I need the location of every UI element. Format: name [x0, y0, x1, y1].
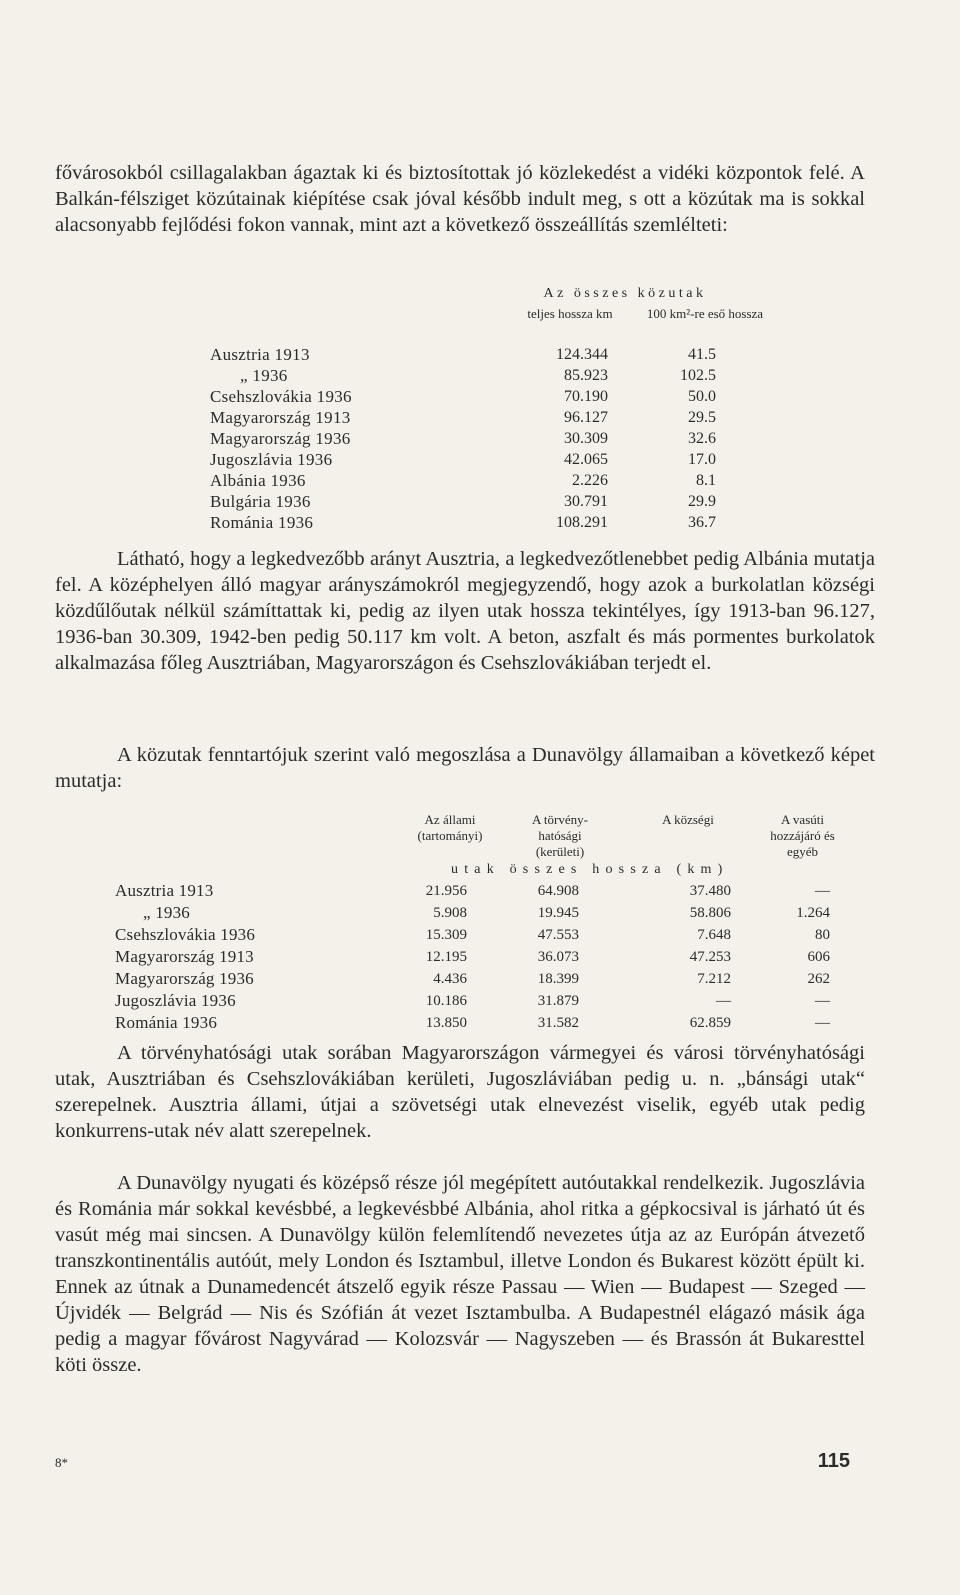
row-label: Románia 1936 [115, 1013, 218, 1032]
length-per-100km2: 50.0 [688, 388, 716, 405]
railway-access-roads: 80 [815, 927, 830, 943]
total-length: 30.309 [564, 430, 608, 447]
length-per-100km2: 41.5 [688, 346, 716, 363]
row-label: Magyarország 1936 [210, 429, 351, 448]
municipal-roads: 64.908 [537, 883, 579, 899]
table-row [55, 449, 875, 470]
table2-subheader: utak összes hossza (km) [451, 862, 729, 877]
railway-access-roads: 606 [807, 949, 830, 965]
total-length: 108.291 [556, 514, 608, 531]
table2-header-state: Az állami (tartományi) [417, 812, 483, 843]
railway-access-roads: — [815, 993, 830, 1009]
table-row [55, 1012, 875, 1034]
municipal-roads: 18.399 [537, 971, 579, 987]
total-length: 2.226 [572, 472, 608, 489]
total-length: 70.190 [564, 388, 608, 405]
communal-roads: 47.253 [689, 949, 731, 965]
paragraph-intro: fővárosokból csillagalakban ágaztak ki és biztosítottak jó közlekedést a vidéki központok felé. A Balkán-félsziget közútainak kiépítése csak jóval később indult meg, s ott a közútak ma is sokkal alacsonyabb fejlődési fokon vannak, mint azt a következő összeállítás szemlélteti: [55, 162, 865, 236]
row-label: Albánia 1936 [210, 471, 306, 490]
length-per-100km2: 32.6 [688, 430, 716, 447]
railway-access-roads: 262 [807, 971, 830, 987]
row-label: Románia 1936 [210, 513, 314, 532]
state-roads: 4.436 [433, 971, 467, 987]
total-length: 124.344 [556, 346, 608, 363]
municipal-roads: 36.073 [537, 949, 579, 965]
table1-col2-header: 100 km²-re eső hossza [646, 306, 764, 321]
table1-header-main: Az összes közutak [543, 286, 707, 301]
page-number: 115 [817, 1450, 850, 1472]
state-roads: 13.850 [425, 1015, 467, 1031]
table-row [55, 491, 875, 512]
table2-header-communal: A községi [662, 812, 714, 827]
railway-access-roads: — [815, 883, 830, 899]
communal-roads: 62.859 [689, 1015, 731, 1031]
total-length: 42.065 [564, 451, 608, 468]
railway-access-roads: 1.264 [796, 905, 830, 921]
row-label: „ 1936 [143, 903, 190, 922]
row-label: Magyarország 1936 [115, 969, 254, 988]
table2-header-municipal: A törvény-hatósági (kerületi) [532, 812, 588, 859]
row-label: „ 1936 [240, 366, 288, 385]
table-row [55, 946, 875, 968]
municipal-roads: 19.945 [537, 905, 579, 921]
state-roads: 12.195 [425, 949, 467, 965]
total-length: 96.127 [564, 409, 608, 426]
table-row [55, 968, 875, 990]
table-row [55, 386, 875, 407]
table-row [55, 990, 875, 1012]
row-label: Csehszlovákia 1936 [115, 925, 256, 944]
length-per-100km2: 29.5 [688, 409, 716, 426]
table-row [55, 880, 875, 902]
communal-roads: 7.648 [697, 927, 731, 943]
row-label: Jugoszlávia 1936 [210, 450, 333, 469]
state-roads: 15.309 [425, 927, 467, 943]
table-row [55, 365, 875, 386]
total-length: 85.923 [564, 367, 608, 384]
table-row [55, 428, 875, 449]
row-label: Ausztria 1913 [115, 881, 214, 900]
length-per-100km2: 36.7 [688, 514, 716, 531]
row-label: Ausztria 1913 [210, 345, 310, 364]
communal-roads: 37.480 [689, 883, 731, 899]
table-row [55, 407, 875, 428]
row-label: Magyarország 1913 [210, 408, 351, 427]
table-row [55, 470, 875, 491]
table-row [55, 902, 875, 924]
document-page [55, 0, 875, 1595]
table2-body [55, 880, 875, 1034]
table-row [55, 344, 875, 365]
row-label: Bulgária 1936 [210, 492, 311, 511]
table1-body [55, 344, 875, 533]
paragraph-highways: A Dunavölgy nyugati és középső része jól megépített autóutakkal rendelkezik. Jugoszlávia és Románia már sokkal kevésbbé, a legkevésbbé Albánia, ahol ritka a gépkocsival is járható út és vasút még mai sincsen. A Dunavölgy külön felemlítendő nevezetes útja az az Európán átvezető transzkontinentális autóút, mely London és Isztambul, illetve London és Bukarest között épült ki. Ennek az útnak a Dunamedencét átszelő egyik része Passau — Wien — Budapest — Szeged — Újvidék — Belgrád — Nis és Szófián át vezet Isztambulba. A Budapestnél elágazó másik ága pedig a magyar fővárost Nagyvárad — Kolozsvár — Nagyszeben — és Brassón át Bukaresttel köti össze. [55, 1172, 865, 1376]
communal-roads: 7.212 [697, 971, 731, 987]
table-row [55, 924, 875, 946]
table2-header-railway: A vasúti hozzájáró és egyéb [770, 812, 835, 859]
state-roads: 5.908 [433, 905, 467, 921]
length-per-100km2: 17.0 [688, 451, 716, 468]
row-label: Magyarország 1913 [115, 947, 254, 966]
paragraph-maintainers-intro: A közutak fenntartójuk szerint való megoszlása a Dunavölgy államaiban a következő képet mutatja: [55, 744, 875, 792]
total-length: 30.791 [564, 493, 608, 510]
table-row [55, 512, 875, 533]
paragraph-municipal-roads: A törvényhatósági utak sorában Magyarországon vármegyei és városi törvényhatósági utak, Ausztriában és Csehszlovákiában kerületi, Jugoszláviában pedig u. n. „bánsági utak“ szerepelnek. Ausztria állami, útjai a szövetségi utak elnevezést viselik, egyéb utak pedig konkurrens-utak név alatt szerepelnek. [55, 1042, 865, 1142]
row-label: Csehszlovákia 1936 [210, 387, 352, 406]
row-label: Jugoszlávia 1936 [115, 991, 236, 1010]
municipal-roads: 31.582 [537, 1015, 579, 1031]
state-roads: 21.956 [425, 883, 467, 899]
length-per-100km2: 29.9 [688, 493, 716, 510]
state-roads: 10.186 [425, 993, 467, 1009]
length-per-100km2: 8.1 [696, 472, 716, 489]
communal-roads: 58.806 [689, 905, 731, 921]
length-per-100km2: 102.5 [680, 367, 716, 384]
paragraph-analysis: Látható, hogy a legkedvezőbb arányt Ausztria, a legkedvezőtlenebbet pedig Albánia mutatja fel. A középhelyen álló magyar arányszámokról megjegyzendő, hogy azok a burkolatlan községi közdűlőutak nélkül számíttattak ki, pedig az ilyen utak hossza tekintélyes, így 1913-ban 96.127, 1936-ban 30.309, 1942-ben pedig 50.117 km volt. A beton, aszfalt és más pormentes burkolatok alkalmazása főleg Ausztriában, Magyarországon és Csehszlovákiában terjedt el. [55, 548, 875, 674]
municipal-roads: 31.879 [537, 993, 579, 1009]
table1-col1-header: teljes hossza km [527, 306, 613, 321]
railway-access-roads: — [815, 1015, 830, 1031]
signature-mark: 8* [55, 1455, 68, 1470]
communal-roads: — [716, 993, 731, 1009]
municipal-roads: 47.553 [537, 927, 579, 943]
